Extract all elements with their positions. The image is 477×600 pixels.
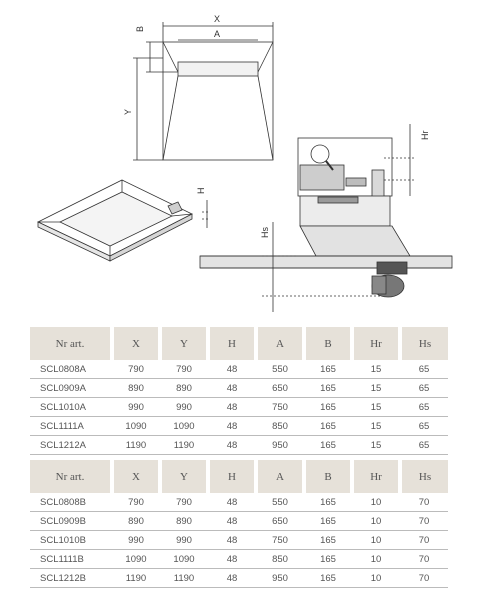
- header-nr-art: Nr art.: [30, 460, 112, 493]
- cell-b: 165: [304, 360, 352, 379]
- table-row: [30, 398, 448, 417]
- table-row: [30, 379, 448, 398]
- cell-y: 990: [160, 531, 208, 550]
- header-hs: Hs: [400, 460, 448, 493]
- cell-b: 165: [304, 493, 352, 512]
- cell-b: 165: [304, 550, 352, 569]
- cell-h: 48: [208, 512, 256, 531]
- cell-a: 650: [256, 379, 304, 398]
- cell-b: 165: [304, 569, 352, 588]
- cell-hs: 70: [400, 550, 448, 569]
- dim-label-a: A: [214, 29, 221, 39]
- cell-a: 750: [256, 531, 304, 550]
- header-hs: Hs: [400, 327, 448, 360]
- cell-a: 750: [256, 398, 304, 417]
- header-y: Y: [160, 460, 208, 493]
- cell-h: 48: [208, 417, 256, 436]
- cell-hs: 65: [400, 417, 448, 436]
- header-h: H: [208, 460, 256, 493]
- cell-hr: 10: [352, 531, 400, 550]
- cell-y: 1090: [160, 550, 208, 569]
- header-b: B: [304, 460, 352, 493]
- dim-label-hr: Hr: [420, 130, 430, 140]
- cell-b: 165: [304, 512, 352, 531]
- header-hr: Hr: [352, 327, 400, 360]
- dim-label-hs: Hs: [260, 227, 270, 238]
- cell-h: 48: [208, 379, 256, 398]
- cell-b: 165: [304, 531, 352, 550]
- cell-hr: 15: [352, 436, 400, 455]
- cell-b: 165: [304, 417, 352, 436]
- cell-hr: 15: [352, 360, 400, 379]
- table-row: [30, 360, 448, 379]
- cell-hs: 70: [400, 569, 448, 588]
- cell-y: 1190: [160, 436, 208, 455]
- cell-article: SCL1111A: [30, 417, 112, 436]
- specs-table-a: [30, 327, 448, 455]
- cell-a: 850: [256, 550, 304, 569]
- cell-article: SCL0909A: [30, 379, 112, 398]
- header-a: A: [256, 327, 304, 360]
- header-hr: Hr: [352, 460, 400, 493]
- cell-article: SCL1010B: [30, 531, 112, 550]
- dim-label-x: X: [214, 14, 221, 24]
- table-row: [30, 436, 448, 455]
- cell-x: 890: [112, 379, 160, 398]
- cell-a: 550: [256, 493, 304, 512]
- cell-h: 48: [208, 398, 256, 417]
- table-row: [30, 550, 448, 569]
- cell-article: SCL1212B: [30, 569, 112, 588]
- cell-hs: 65: [400, 398, 448, 417]
- cell-article: SCL0909B: [30, 512, 112, 531]
- cell-y: 990: [160, 398, 208, 417]
- table-row: [30, 417, 448, 436]
- cell-x: 1090: [112, 417, 160, 436]
- cell-hr: 15: [352, 398, 400, 417]
- cell-y: 1090: [160, 417, 208, 436]
- cell-hs: 70: [400, 512, 448, 531]
- header-h: H: [208, 327, 256, 360]
- cell-x: 990: [112, 398, 160, 417]
- cell-a: 850: [256, 417, 304, 436]
- cell-hr: 10: [352, 493, 400, 512]
- cell-a: 650: [256, 512, 304, 531]
- specs-table-b: [30, 460, 448, 588]
- cell-hs: 70: [400, 493, 448, 512]
- cell-hr: 10: [352, 569, 400, 588]
- cell-h: 48: [208, 360, 256, 379]
- cell-hr: 10: [352, 550, 400, 569]
- cell-article: SCL0808A: [30, 360, 112, 379]
- header-b: B: [304, 327, 352, 360]
- table-row: [30, 569, 448, 588]
- table-row: [30, 512, 448, 531]
- table-header-row: [30, 460, 448, 493]
- cell-y: 1190: [160, 569, 208, 588]
- cell-article: SCL0808B: [30, 493, 112, 512]
- table-row: [30, 531, 448, 550]
- cell-hr: 15: [352, 417, 400, 436]
- header-a: A: [256, 460, 304, 493]
- cell-hr: 10: [352, 512, 400, 531]
- cell-hs: 65: [400, 436, 448, 455]
- header-y: Y: [160, 327, 208, 360]
- cell-h: 48: [208, 493, 256, 512]
- top-view-drawing: [133, 22, 273, 160]
- cell-x: 790: [112, 360, 160, 379]
- cell-b: 165: [304, 398, 352, 417]
- cell-x: 890: [112, 512, 160, 531]
- cell-x: 990: [112, 531, 160, 550]
- cell-article: SCL1111B: [30, 550, 112, 569]
- cell-x: 1190: [112, 436, 160, 455]
- dim-label-y: Y: [123, 108, 133, 115]
- cell-h: 48: [208, 550, 256, 569]
- cell-x: 1090: [112, 550, 160, 569]
- cell-article: SCL1212A: [30, 436, 112, 455]
- table-row: [30, 493, 448, 512]
- dim-label-h: H: [196, 187, 206, 194]
- cell-y: 890: [160, 512, 208, 531]
- cell-y: 790: [160, 360, 208, 379]
- perspective-view-drawing: [38, 180, 210, 261]
- cell-b: 165: [304, 436, 352, 455]
- dim-label-b: B: [135, 25, 145, 32]
- cell-h: 48: [208, 569, 256, 588]
- cell-x: 790: [112, 493, 160, 512]
- cell-b: 165: [304, 379, 352, 398]
- table-header-row: [30, 327, 448, 360]
- cell-h: 48: [208, 436, 256, 455]
- header-x: X: [112, 460, 160, 493]
- cell-hs: 65: [400, 379, 448, 398]
- cell-h: 48: [208, 531, 256, 550]
- cell-hs: 65: [400, 360, 448, 379]
- cell-a: 550: [256, 360, 304, 379]
- cell-a: 950: [256, 569, 304, 588]
- cell-hs: 70: [400, 531, 448, 550]
- cell-article: SCL1010A: [30, 398, 112, 417]
- cell-y: 890: [160, 379, 208, 398]
- header-x: X: [112, 327, 160, 360]
- cell-a: 950: [256, 436, 304, 455]
- cell-x: 1190: [112, 569, 160, 588]
- cell-hr: 15: [352, 379, 400, 398]
- cell-y: 790: [160, 493, 208, 512]
- header-nr-art: Nr art.: [30, 327, 112, 360]
